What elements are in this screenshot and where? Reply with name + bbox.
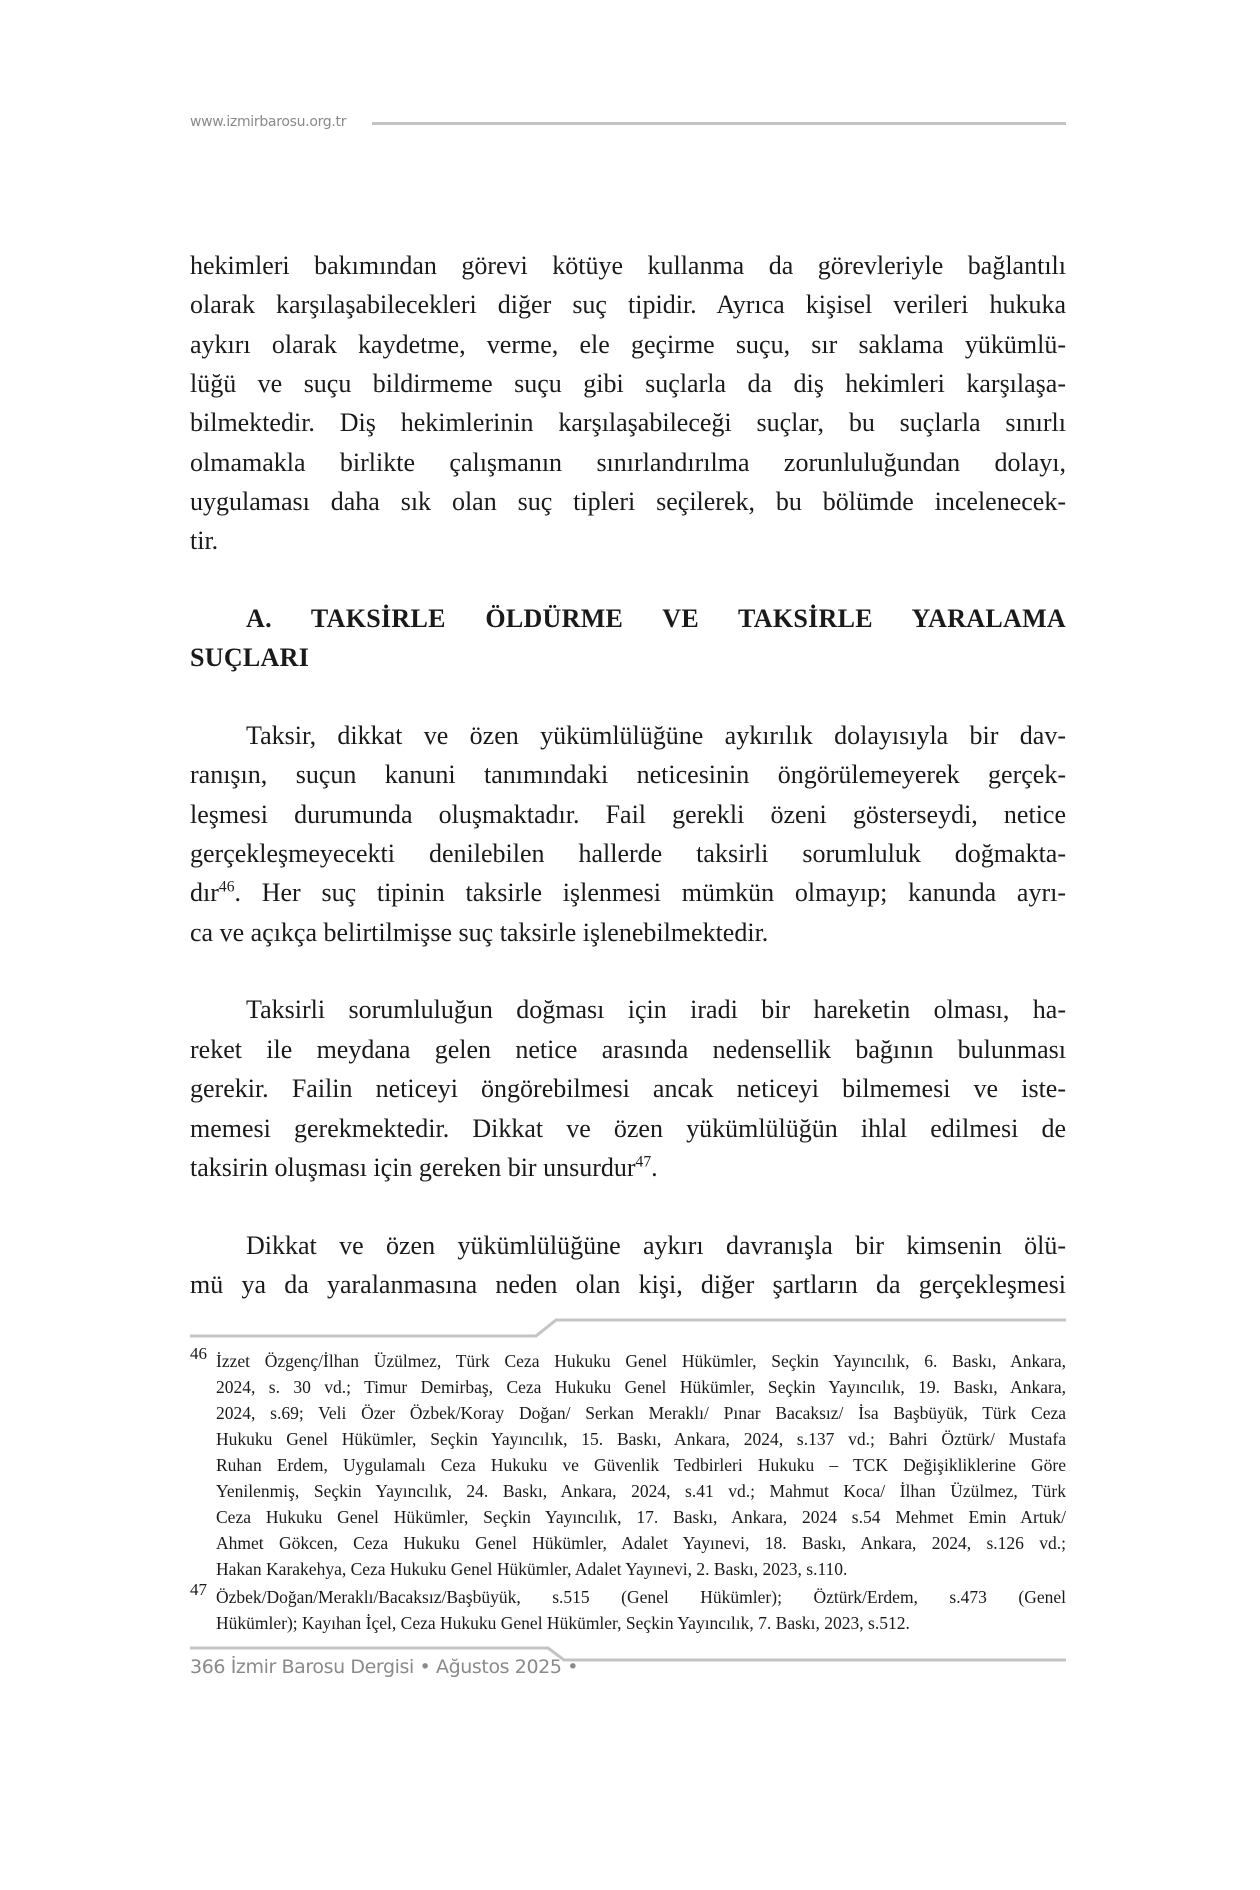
footnote-line: Ruhan Erdem, Uygulamalı Ceza Hukuku ve Güvenlik Tedbirleri Hukuku – TCK Değişikliklerine Göre [216,1455,1066,1475]
paragraph1-line: bilmektedir. Diş hekimlerinin karşılaşabileceği suçlar, bu suçlarla sınırlı [190,408,1066,438]
paragraph2-line: leşmesi durumunda oluşmaktadır. Fail gerekli özeni gösterseydi, netice [190,799,1066,829]
paragraph2-line: gerçekleşmeyecekti denilebilen hallerde taksirli sorumluluk doğmakta- [190,838,1066,868]
footnote-line: 2024, s. 30 vd.; Timur Demirbaş, Ceza Hukuku Genel Hükümler, Seçkin Yayıncılık, 19. Baskı, Ankara, [216,1377,1066,1397]
footnote-number: 47 [190,1580,207,1599]
footnote-reference[interactable]: 46 [218,878,235,896]
footnote-line: İzzet Özgenç/İlhan Üzülmez, Türk Ceza Hukuku Genel Hükümler, Seçkin Yayıncılık, 6. Baskı, Ankara, [216,1351,1066,1371]
footnote-line: Ceza Hukuku Genel Hükümler, Seçkin Yayıncılık, 17. Baskı, Ankara, 2024 s.54 Mehmet Emin Artuk/ [216,1507,1066,1527]
text-segment: . [651,1153,658,1182]
footnote-line: 2024, s.69; Veli Özer Özbek/Koray Doğan/ Serkan Meraklı/ Pınar Bacaksız/ İsa Başbüyük, Türk Ceza [216,1403,1066,1423]
footnote-reference[interactable]: 47 [635,1153,652,1171]
footnote-line: Özbek/Doğan/Meraklı/Bacaksız/Başbüyük, s.515 (Genel Hükümler); Öztürk/Erdem, s.473 (Genel [216,1587,1066,1607]
text-segment: taksirin oluşması için gereken bir unsurdur [190,1153,636,1182]
footnote-line: Hakan Karakehya, Ceza Hukuku Genel Hükümler, Adalet Yayınevi, 2. Baskı, 2023, s.110. [216,1559,848,1579]
paragraph1-line: hekimleri bakımından görevi kötüye kullanma da görevleriyle bağlantılı [190,251,1066,280]
text-segment: . Her suç tipinin taksirle işlenmesi mümkün olmayıp; kanunda ayrı- [234,878,1066,908]
footnote-number: 46 [190,1344,207,1363]
paragraph1-line: aykırı olarak kaydetme, verme, ele geçirme suçu, sır saklama yükümlü- [190,329,1066,359]
paragraph2-line: ca ve açıkça belirtilmişse suç taksirle işlenebilmektedir. [190,917,769,947]
paragraph1-line: uygulaması daha sık olan suç tipleri seçilerek, bu bölümde incelenecek- [190,486,1066,516]
heading-line: A. TAKSİRLE ÖLDÜRME VE TAKSİRLE YARALAMA [246,604,1066,633]
paragraph1-line: olmamakla birlikte çalışmanın sınırlandırılma zorunluluğundan dolayı, [190,447,1066,477]
paragraph3-line: memesi gerekmektedir. Dikkat ve özen yükümlülüğün ihlal edilmesi de [190,1113,1066,1143]
footnote-line: Hükümler); Kayıhan İçel, Ceza Hukuku Genel Hükümler, Seçkin Yayıncılık, 7. Baskı, 2023, s.512. [216,1613,910,1633]
paragraph1-line: olarak karşılaşabilecekleri diğer suç tipidir. Ayrıca kişisel verileri hukuka [190,290,1066,320]
footnote-line: Yenilenmiş, Seçkin Yayıncılık, 24. Baskı, Ankara, 2024, s.41 vd.; Mahmut Koca/ İlhan Üzülmez, Türk [216,1481,1066,1501]
heading-line: SUÇLARI [190,643,310,673]
paragraph4-line: Dikkat ve özen yükümlülüğüne aykırı davranışla bir kimsenin ölü- [246,1231,1066,1260]
paragraph4-line: mü ya da yaralanmasına neden olan kişi, diğer şartların da gerçekleşmesi [190,1270,1066,1300]
paragraph3-line: Taksirli sorumluluğun doğması için iradi bir hareketin olması, ha- [246,995,1066,1024]
paragraph3-line: gerekir. Failin neticeyi öngörebilmesi ancak neticeyi bilmemesi ve iste- [190,1074,1066,1103]
paragraph1-line: tir. [190,526,219,556]
page-footer: 366 İzmir Barosu Dergisi • Ağustos 2025 • [190,1656,579,1678]
footnote-line: Hukuku Genel Hükümler, Seçkin Yayıncılık, 15. Baskı, Ankara, 2024, s.137 vd.; Bahri Öztürk/ Mustafa [216,1429,1066,1449]
paragraph2-line: Taksir, dikkat ve özen yükümlülüğüne aykırılık dolayısıyla bir dav- [246,721,1066,750]
header-url: www.izmirbarosu.org.tr [190,114,347,130]
text-segment: dır [190,878,219,908]
paragraph2-line: ranışın, suçun kanuni tanımındaki neticesinin öngörülemeyerek gerçek- [190,760,1066,790]
footnote-line: Ahmet Gökcen, Ceza Hukuku Genel Hükümler, Adalet Yayınevi, 18. Baskı, Ankara, 2024, s.126 vd.; [216,1533,1066,1553]
paragraph1-line: lüğü ve suçu bildirmeme suçu gibi suçlarla da diş hekimleri karşılaşa- [190,368,1066,398]
paragraph3-line: reket ile meydana gelen netice arasında nedensellik bağının bulunması [190,1034,1066,1064]
